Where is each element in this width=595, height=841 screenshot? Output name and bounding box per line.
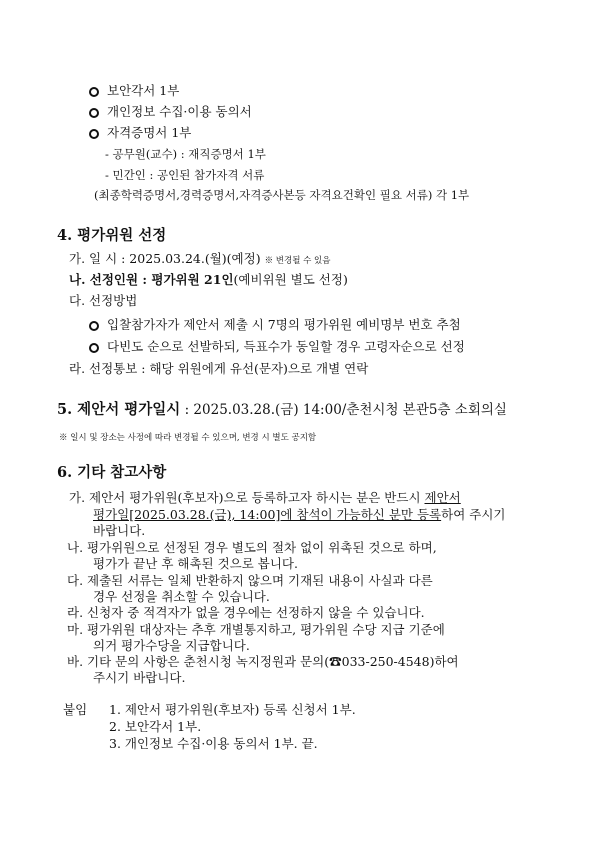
attachment-sub-3: (최종학력증명서,경력증명서,자격증사본등 자격요건확인 필요 서류) 각 1부 — [94, 188, 470, 202]
section-6-ma-line-1: 마. 평가위원 대상자는 추후 개별통지하고, 평가위원 수당 지급 기준에 — [67, 622, 445, 637]
attachment-sub-1: - 공무원(교수) : 재직증명서 1부 — [105, 147, 266, 161]
section-4-na-rest: (예비위원 별도 선정) — [233, 272, 348, 287]
section-4-title: 4. 평가위원 선정 — [57, 227, 167, 244]
attachment-item-1: 보안각서 1부 — [107, 83, 180, 98]
section-6-da-line-2: 경우 선정을 취소할 수 있습니다. — [93, 589, 270, 604]
attachment-item-3: 자격증명서 1부 — [107, 125, 192, 140]
bullet-icon — [89, 343, 99, 353]
bullet-icon — [89, 108, 99, 118]
section-6-ga-date-underlined: 평가일[2025.03.28.(금), 14:00]에 참석이 가능하신 분만 등록 — [93, 507, 442, 522]
bullet-icon — [89, 129, 99, 139]
section-4-da: 다. 선정방법 — [69, 293, 138, 308]
section-6-title: 6. 기타 참고사항 — [57, 464, 167, 481]
attachment-sub-2: - 민간인 : 공인된 참가자격 서류 — [105, 168, 265, 182]
section-4-method-1: 입찰참가자가 제안서 제출 시 7명의 평가위원 예비명부 번호 추첨 — [107, 317, 461, 332]
section-6-na-line-2: 평가가 끝난 후 해촉된 것으로 봅니다. — [93, 556, 298, 571]
section-4-ga-label: 가. 일 시 : 2025.03.24.(월)(예정) — [69, 251, 261, 266]
section-5-note: ※ 일시 및 장소는 사정에 따라 변경될 수 있으며, 변경 시 별도 공지함 — [59, 433, 317, 443]
section-6-ga-text-2: 하여 주시기 — [441, 507, 506, 522]
section-6-ga-line-1 — [69, 490, 461, 506]
section-6-ba-line-1: 바. 기타 문의 사항은 춘천시청 녹지정원과 문의(☎033-250-4548)하여 — [67, 654, 459, 669]
section-6-ga-line-2 — [93, 507, 505, 523]
section-6-da-line-1: 다. 제출된 서류는 일체 반환하지 않으며 기재된 내용이 사실과 다른 — [67, 573, 433, 588]
bullet-icon — [89, 321, 99, 331]
enclosure-item-3: 3. 개인정보 수집·이용 동의서 1부. 끝. — [109, 736, 318, 751]
section-4-ga-note: ※ 변경될 수 있음 — [264, 256, 331, 266]
section-4-method-2: 다빈도 순으로 선발하되, 득표수가 동일할 경우 고령자순으로 선정 — [107, 339, 465, 354]
section-6-ga-line-3: 바랍니다. — [93, 523, 146, 538]
section-5-value: : 2025.03.28.(금) 14:00/춘천시청 본관5층 소회의실 — [180, 402, 507, 418]
enclosure-item-2: 2. 보안각서 1부. — [109, 719, 202, 734]
section-6-ga-underlined: 제안서 — [424, 490, 461, 505]
section-4-na — [69, 272, 348, 288]
section-6-ra: 라. 신청자 중 적격자가 없을 경우에는 선정하지 않을 수 있습니다. — [67, 605, 425, 620]
enclosure-item-1: 1. 제안서 평가위원(후보자) 등록 신청서 1부. — [109, 702, 356, 717]
section-6-ma-line-2: 의거 평가수당을 지급합니다. — [93, 638, 250, 653]
section-6-ba-line-2: 주시기 바랍니다. — [93, 670, 186, 685]
attachment-item-2: 개인정보 수집·이용 동의서 — [107, 104, 252, 119]
enclosure-label: 붙임 — [63, 702, 88, 717]
section-4-ga — [69, 251, 330, 269]
section-5 — [57, 401, 507, 419]
section-6-ga-text: 가. 제안서 평가위원(후보자)으로 등록하고자 하시는 분은 반드시 — [69, 490, 425, 505]
section-5-title: 5. 제안서 평가일시 — [57, 401, 181, 418]
section-6-na-line-1: 나. 평가위원으로 선정된 경우 별도의 절차 없이 위촉된 것으로 하며, — [67, 540, 437, 555]
bullet-icon — [89, 87, 99, 97]
section-4-ra: 라. 선정통보 : 해당 위원에게 유선(문자)으로 개별 연락 — [69, 361, 369, 376]
section-4-na-bold: 나. 선정인원 : 평가위원 21인 — [69, 272, 234, 287]
